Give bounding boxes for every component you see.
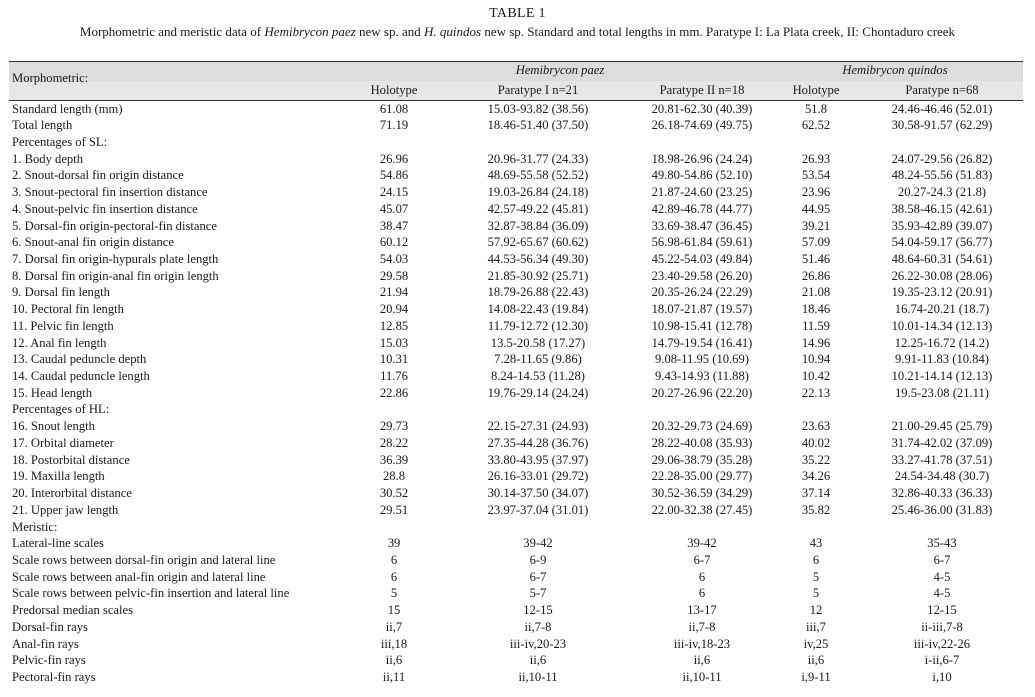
cell-paratype-2: ii,7-8 xyxy=(688,619,716,634)
cell-holotype-paez: ii,11 xyxy=(382,669,406,684)
cell-paratype-quindos: 26.22-30.08 (28.06) xyxy=(891,268,993,283)
cell-holotype-paez: 30.52 xyxy=(379,486,409,501)
cell-paratype-2: 28.22-40.08 (35.93) xyxy=(651,435,753,450)
cell-holotype-quindos: 5 xyxy=(812,569,820,584)
cell-paratype-1: ii,10-11 xyxy=(518,669,558,684)
cell-paratype-2: 30.52-36.59 (34.29) xyxy=(651,486,753,501)
row-label: Predorsal median scales xyxy=(12,603,133,618)
cell-holotype-quindos: 26.93 xyxy=(801,151,831,166)
row-label: 20. Interorbital distance xyxy=(12,486,132,501)
cell-paratype-quindos: 24.07-29.56 (26.82) xyxy=(891,151,993,166)
cell-paratype-1: 6-7 xyxy=(529,569,547,584)
row-label: Pelvic-fin rays xyxy=(12,653,86,668)
cell-holotype-paez: 20.94 xyxy=(379,302,409,317)
cell-holotype-paez: 71.19 xyxy=(379,118,409,133)
row-label: Dorsal-fin rays xyxy=(12,619,88,634)
cell-paratype-2: 6 xyxy=(698,586,706,601)
cell-paratype-quindos: 25.46-36.00 (31.83) xyxy=(891,502,993,517)
row-label: 3. Snout-pectoral fin insertion distance xyxy=(12,185,208,200)
cell-holotype-quindos: 10.94 xyxy=(801,352,831,367)
cell-paratype-1: 14.08-22.43 (19.84) xyxy=(487,302,589,317)
cell-holotype-quindos: 21.08 xyxy=(801,285,831,300)
row-label: 1. Body depth xyxy=(12,151,84,166)
cell-paratype-quindos: 6-7 xyxy=(933,552,951,567)
cell-paratype-1: ii,7-8 xyxy=(524,619,552,634)
cell-paratype-1: 21.85-30.92 (25.71) xyxy=(487,268,589,283)
cell-paratype-2: 18.98-26.96 (24.24) xyxy=(651,151,753,166)
cell-holotype-quindos: i,9-11 xyxy=(801,669,831,684)
row-label: Lateral-line scales xyxy=(12,536,104,551)
row-label: Scale rows between anal-fin origin and lateral line xyxy=(12,569,266,584)
cell-paratype-1: 48.69-55.58 (52.52) xyxy=(487,168,589,183)
cell-paratype-2: 21.87-24.60 (23.25) xyxy=(651,185,753,200)
cell-paratype-quindos: 38.58-46.15 (42.61) xyxy=(891,201,993,216)
cell-paratype-1: 19.03-26.84 (24.18) xyxy=(487,185,589,200)
cell-holotype-quindos: 23.96 xyxy=(801,185,831,200)
caption-species-1: Hemibrycon paez xyxy=(264,24,356,39)
cell-holotype-paez: 15.03 xyxy=(379,335,409,350)
cell-holotype-quindos: 62.52 xyxy=(801,118,831,133)
cell-paratype-2: 20.81-62.30 (40.39) xyxy=(651,101,753,116)
cell-holotype-paez: 61.08 xyxy=(379,101,409,116)
cell-holotype-quindos: 43 xyxy=(809,536,823,551)
caption-species-2: H. quindos xyxy=(424,24,482,39)
cell-paratype-2: 10.98-15.41 (12.78) xyxy=(651,318,753,333)
cell-paratype-2: 49.80-54.86 (52.10) xyxy=(651,168,753,183)
row-label: 21. Upper jaw length xyxy=(12,502,119,517)
cell-paratype-1: 44.53-56.34 (49.30) xyxy=(487,251,589,266)
cell-holotype-quindos: 35.82 xyxy=(801,502,831,517)
cell-holotype-paez: 29.51 xyxy=(379,502,409,517)
cell-holotype-paez: 5 xyxy=(390,586,398,601)
cell-paratype-quindos: 35-43 xyxy=(927,536,957,551)
cell-holotype-quindos: 51.8 xyxy=(804,101,828,116)
cell-paratype-2: ii,10-11 xyxy=(682,669,722,684)
cell-holotype-paez: 21.94 xyxy=(379,285,409,300)
cell-paratype-1: 23.97-37.04 (31.01) xyxy=(487,502,589,517)
cell-paratype-quindos: iii-iv,22-26 xyxy=(913,636,971,651)
row-label: 18. Postorbital distance xyxy=(12,452,130,467)
cell-holotype-paez: 29.58 xyxy=(379,268,409,283)
cell-holotype-quindos: 22.13 xyxy=(801,385,831,400)
cell-paratype-1: 57.92-65.67 (60.62) xyxy=(487,235,589,250)
cell-holotype-paez: 6 xyxy=(390,552,398,567)
table-title: TABLE 1 xyxy=(489,6,546,21)
cell-paratype-1: 22.15-27.31 (24.93) xyxy=(487,419,589,434)
row-label: 4. Snout-pelvic fin insertion distance xyxy=(12,201,198,216)
cell-paratype-quindos: 33.27-41.78 (37.51) xyxy=(891,452,993,467)
header-col-paratype-1: Paratype I n=21 xyxy=(497,83,579,97)
cell-paratype-2: 26.18-74.69 (49.75) xyxy=(651,118,753,133)
cell-holotype-quindos: 51.46 xyxy=(801,251,831,266)
cell-paratype-quindos: 21.00-29.45 (25.79) xyxy=(891,419,993,434)
cell-paratype-quindos: 24.54-34.48 (30.7) xyxy=(894,469,990,484)
cell-paratype-quindos: 48.64-60.31 (54.61) xyxy=(891,251,993,266)
cell-paratype-quindos: 30.58-91.57 (62.29) xyxy=(891,118,993,133)
row-label: Percentages of HL: xyxy=(12,402,110,417)
cell-paratype-quindos: i,10 xyxy=(932,669,952,684)
cell-holotype-quindos: 6 xyxy=(812,552,820,567)
cell-paratype-2: 22.28-35.00 (29.77) xyxy=(651,469,753,484)
cell-holotype-paez: 6 xyxy=(390,569,398,584)
cell-paratype-2: 33.69-38.47 (36.45) xyxy=(651,218,753,233)
cell-paratype-quindos: 35.93-42.89 (39.07) xyxy=(891,218,993,233)
cell-holotype-paez: 24.15 xyxy=(379,185,409,200)
caption-suffix: new sp. Standard and total lengths in mm. Paratype I: La Plata creek, II: Chontaduro creek xyxy=(481,24,956,39)
row-label: 9. Dorsal fin length xyxy=(12,285,110,300)
cell-paratype-1: 33.80-43.95 (37.97) xyxy=(487,452,589,467)
cell-paratype-quindos: 48.24-55.56 (51.83) xyxy=(891,168,993,183)
cell-holotype-paez: 38.47 xyxy=(379,218,409,233)
row-label: Anal-fin rays xyxy=(12,636,79,651)
cell-paratype-quindos: 19.35-23.12 (20.91) xyxy=(891,285,993,300)
cell-paratype-1: 7.28-11.65 (9.86) xyxy=(494,352,582,367)
cell-holotype-quindos: 40.02 xyxy=(801,435,831,450)
row-label: Total length xyxy=(12,118,73,133)
cell-holotype-paez: 22.86 xyxy=(379,385,409,400)
row-label: 16. Snout length xyxy=(12,419,95,434)
cell-paratype-quindos: 4-5 xyxy=(933,586,951,601)
cell-paratype-2: 29.06-38.79 (35.28) xyxy=(651,452,753,467)
cell-paratype-2: 20.35-26.24 (22.29) xyxy=(651,285,753,300)
cell-paratype-quindos: 10.01-14.34 (12.13) xyxy=(891,318,993,333)
cell-paratype-1: 26.16-33.01 (29.72) xyxy=(487,469,589,484)
cell-holotype-quindos: 35.22 xyxy=(801,452,831,467)
cell-holotype-quindos: 11.59 xyxy=(802,318,830,333)
cell-holotype-quindos: 39.21 xyxy=(801,218,831,233)
cell-holotype-paez: 12.85 xyxy=(379,318,409,333)
cell-paratype-2: 9.43-14.93 (11.88) xyxy=(655,369,749,384)
cell-holotype-paez: 36.39 xyxy=(379,452,409,467)
row-label: 10. Pectoral fin length xyxy=(12,302,124,317)
cell-paratype-1: iii-iv,20-23 xyxy=(509,636,567,651)
cell-paratype-2: 6-7 xyxy=(693,552,711,567)
cell-paratype-quindos: 4-5 xyxy=(933,569,951,584)
cell-paratype-1: 6-9 xyxy=(529,552,547,567)
cell-holotype-quindos: iv,25 xyxy=(803,636,829,651)
caption-middle: new sp. and xyxy=(355,24,424,39)
header-col-paratype-2: Paratype II n=18 xyxy=(659,83,745,97)
cell-paratype-1: 27.35-44.28 (36.76) xyxy=(487,435,589,450)
cell-paratype-2: 23.40-29.58 (26.20) xyxy=(651,268,753,283)
cell-paratype-1: 42.57-49.22 (45.81) xyxy=(487,201,589,216)
cell-holotype-quindos: 23.63 xyxy=(801,419,831,434)
cell-paratype-1: 18.79-26.88 (22.43) xyxy=(487,285,589,300)
row-label: Standard length (mm) xyxy=(12,101,123,116)
cell-holotype-paez: 45.07 xyxy=(379,201,409,216)
cell-paratype-2: 18.07-21.87 (19.57) xyxy=(651,302,753,317)
cell-paratype-2: ii,6 xyxy=(693,653,711,668)
row-label: 7. Dorsal fin origin-hypurals plate length xyxy=(12,251,219,266)
header-col-holotype-quindos: Holotype xyxy=(792,83,840,97)
cell-holotype-paez: 28.22 xyxy=(379,435,409,450)
row-label: 11. Pelvic fin length xyxy=(12,318,114,333)
cell-paratype-1: ii,6 xyxy=(529,653,547,668)
cell-paratype-2: 20.32-29.73 (24.69) xyxy=(651,419,753,434)
cell-paratype-1: 11.79-12.72 (12.30) xyxy=(487,318,589,333)
row-label: 8. Dorsal fin origin-anal fin origin length xyxy=(12,268,219,283)
row-label: 19. Maxilla length xyxy=(12,469,105,484)
header-col-holotype-paez: Holotype xyxy=(370,83,418,97)
cell-holotype-paez: 15 xyxy=(387,603,401,618)
cell-paratype-2: 22.00-32.38 (27.45) xyxy=(651,502,753,517)
cell-paratype-1: 19.76-29.14 (24.24) xyxy=(487,385,589,400)
cell-paratype-quindos: 54.04-59.17 (56.77) xyxy=(891,235,993,250)
cell-holotype-quindos: ii,6 xyxy=(807,653,825,668)
header-species-quindos: Hemibrycon quindos xyxy=(842,63,948,77)
cell-holotype-quindos: 53.54 xyxy=(801,168,831,183)
cell-paratype-2: 6 xyxy=(698,569,706,584)
row-label: 15. Head length xyxy=(12,385,93,400)
cell-paratype-2: iii-iv,18-23 xyxy=(673,636,731,651)
cell-paratype-2: 20.27-26.96 (22.20) xyxy=(651,385,753,400)
row-label: 6. Snout-anal fin origin distance xyxy=(12,235,174,250)
header-col-paratype-quindos: Paratype n=68 xyxy=(905,83,979,97)
cell-holotype-paez: 10.31 xyxy=(379,352,409,367)
cell-paratype-1: 15.03-93.82 (38.56) xyxy=(487,101,589,116)
row-label: 17. Orbital diameter xyxy=(12,435,114,450)
cell-paratype-quindos: 16.74-20.21 (18.7) xyxy=(894,302,990,317)
cell-holotype-quindos: 10.42 xyxy=(801,369,831,384)
cell-paratype-quindos: 19.5-23.08 (21.11) xyxy=(895,385,989,400)
cell-paratype-1: 20.96-31.77 (24.33) xyxy=(487,151,589,166)
cell-paratype-2: 42.89-46.78 (44.77) xyxy=(651,201,753,216)
cell-holotype-paez: 54.86 xyxy=(379,168,409,183)
row-label: Scale rows between dorsal-fin origin and lateral line xyxy=(12,552,276,567)
header-species-paez: Hemibrycon paez xyxy=(515,63,605,77)
cell-paratype-1: 18.46-51.40 (37.50) xyxy=(487,118,589,133)
cell-holotype-paez: 11.76 xyxy=(380,369,408,384)
cell-holotype-paez: 26.96 xyxy=(379,151,409,166)
cell-paratype-1: 32.87-38.84 (36.09) xyxy=(487,218,589,233)
cell-paratype-2: 9.08-11.95 (10.69) xyxy=(655,352,749,367)
cell-paratype-2: 14.79-19.54 (16.41) xyxy=(651,335,753,350)
cell-holotype-quindos: 12 xyxy=(809,603,823,618)
cell-holotype-quindos: 14.96 xyxy=(801,335,831,350)
cell-paratype-1: 12-15 xyxy=(523,603,553,618)
cell-paratype-quindos: 12.25-16.72 (14.2) xyxy=(894,335,990,350)
row-label: Scale rows between pelvic-fin insertion and lateral line xyxy=(12,586,290,601)
header-morphometric-label: Morphometric: xyxy=(12,71,89,85)
cell-paratype-quindos: 20.27-24.3 (21.8) xyxy=(897,185,987,200)
cell-holotype-quindos: 18.46 xyxy=(801,302,831,317)
cell-holotype-paez: ii,7 xyxy=(385,619,403,634)
cell-holotype-quindos: 26.86 xyxy=(801,268,831,283)
cell-paratype-2: 56.98-61.84 (59.61) xyxy=(651,235,753,250)
table-caption xyxy=(0,24,1035,40)
cell-paratype-1: 13.5-20.58 (17.27) xyxy=(490,335,586,350)
cell-holotype-paez: ii,6 xyxy=(385,653,403,668)
cell-paratype-quindos: 9.91-11.83 (10.84) xyxy=(895,352,989,367)
cell-holotype-quindos: 37.14 xyxy=(801,486,831,501)
cell-holotype-quindos: 5 xyxy=(812,586,820,601)
cell-paratype-1: 5-7 xyxy=(529,586,547,601)
cell-paratype-quindos: 10.21-14.14 (12.13) xyxy=(891,369,993,384)
row-label: 2. Snout-dorsal fin origin distance xyxy=(12,168,184,183)
cell-paratype-quindos: i-ii,6-7 xyxy=(924,653,960,668)
cell-holotype-paez: 60.12 xyxy=(379,235,409,250)
cell-paratype-1: 39-42 xyxy=(523,536,553,551)
cell-holotype-quindos: 57.09 xyxy=(801,235,831,250)
caption-prefix: Morphometric and meristic data of xyxy=(79,24,265,39)
cell-holotype-paez: 28.8 xyxy=(382,469,406,484)
cell-paratype-quindos: 24.46-46.46 (52.01) xyxy=(891,101,993,116)
cell-paratype-1: 30.14-37.50 (34.07) xyxy=(487,486,589,501)
cell-holotype-quindos: 44.95 xyxy=(801,201,831,216)
cell-paratype-quindos: 32.86-40.33 (36.33) xyxy=(891,486,993,501)
cell-holotype-paez: 29.73 xyxy=(379,419,409,434)
cell-paratype-quindos: ii-iii,7-8 xyxy=(921,619,963,634)
cell-paratype-1: 8.24-14.53 (11.28) xyxy=(491,369,585,384)
row-label: Percentages of SL: xyxy=(12,134,108,149)
cell-holotype-paez: 39 xyxy=(387,536,401,551)
row-label: 12. Anal fin length xyxy=(12,335,107,350)
row-label: Pectoral-fin rays xyxy=(12,669,96,684)
cell-paratype-2: 13-17 xyxy=(687,603,717,618)
row-label: 5. Dorsal-fin origin-pectoral-fin distance xyxy=(12,218,217,233)
cell-paratype-2: 45.22-54.03 (49.84) xyxy=(651,251,753,266)
cell-holotype-quindos: 34.26 xyxy=(801,469,831,484)
row-label: 14. Caudal peduncle length xyxy=(12,369,150,384)
cell-holotype-paez: iii,18 xyxy=(380,636,408,651)
cell-paratype-quindos: 31.74-42.02 (37.09) xyxy=(891,435,993,450)
cell-holotype-quindos: iii,7 xyxy=(806,619,826,634)
cell-paratype-2: 39-42 xyxy=(687,536,717,551)
cell-paratype-quindos: 12-15 xyxy=(927,603,957,618)
row-label: Meristic: xyxy=(12,519,58,534)
row-label: 13. Caudal peduncle depth xyxy=(12,352,147,367)
cell-holotype-paez: 54.03 xyxy=(379,251,409,266)
